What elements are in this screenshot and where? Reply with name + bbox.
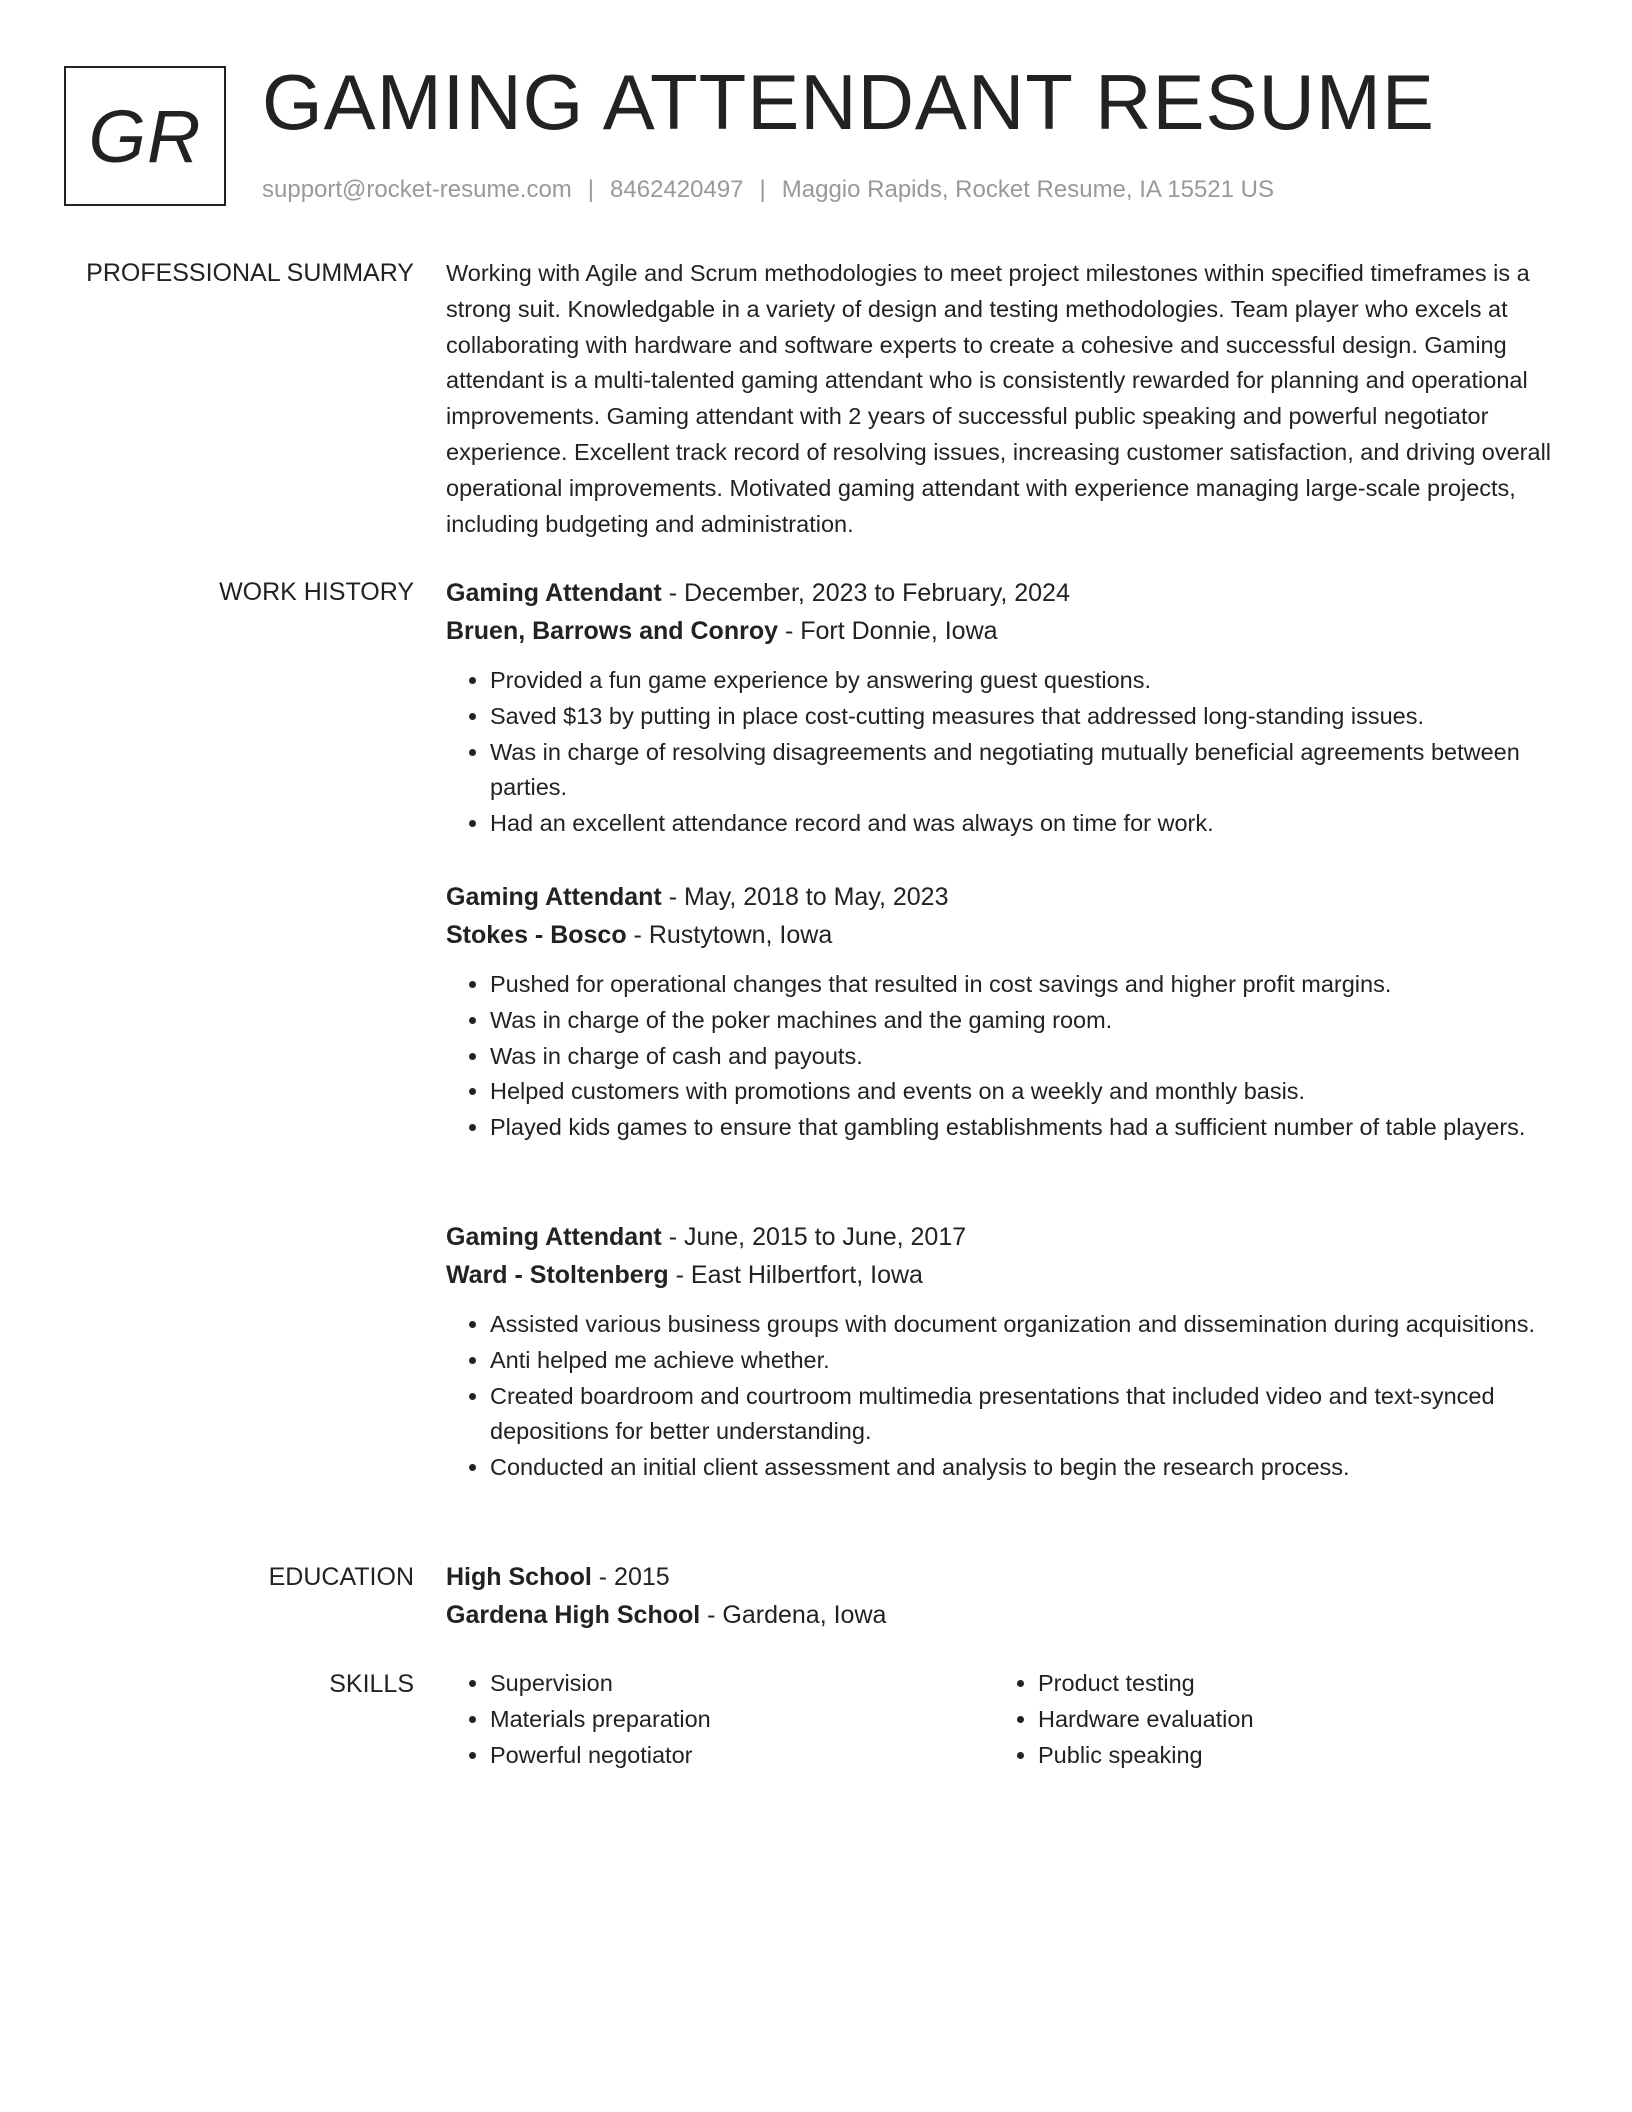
education-degree-line [446, 1558, 1562, 1596]
job-dates: - December, 2023 to February, 2024 [661, 579, 1070, 607]
skills-section [446, 1666, 1562, 1776]
job-company-line [446, 916, 1562, 954]
job-title-line [446, 574, 1562, 612]
skills-columns [446, 1666, 1562, 1776]
contact-line [262, 174, 1274, 206]
bullet-item: • Created boardroom and courtroom multimedia presentations that included video and text-synced depositions for better understanding. [490, 1379, 1562, 1451]
job-dates: - June, 2015 to June, 2017 [661, 1223, 967, 1251]
contact-address: Maggio Rapids, Rocket Resume, IA 15521 US [781, 176, 1275, 203]
bullet-item: • Pushed for operational changes that resulted in cost savings and higher profit margins. [490, 967, 1562, 1003]
education-entry [446, 1558, 1562, 1634]
bullet-item: • Conducted an initial client assessment and analysis to begin the research process. [490, 1450, 1562, 1486]
job-title-line [446, 878, 1562, 916]
summary-section [446, 256, 1562, 542]
section-label-summary: PROFESSIONAL SUMMARY [86, 259, 414, 287]
section-label-skills: SKILLS [329, 1670, 414, 1698]
job-company: Ward - Stoltenberg [446, 1261, 669, 1289]
bullet-item: • Assisted various business groups with document organization and dissemination during acquisitions. [490, 1307, 1562, 1343]
education-location: - Gardena, Iowa [700, 1601, 887, 1629]
skills-list-right [994, 1666, 1578, 1773]
job-location: - Rustytown, Iowa [626, 921, 833, 949]
bullet-item: • Provided a fun game experience by answering guest questions. [490, 663, 1562, 699]
education-degree: High School [446, 1563, 592, 1591]
skills-list-left [446, 1666, 1030, 1773]
education-year: - 2015 [591, 1563, 670, 1591]
education-school-line [446, 1596, 1562, 1634]
bullet-item: • Anti helped me achieve whether. [490, 1343, 1562, 1379]
job-company-line [446, 1256, 1562, 1294]
job-entry [446, 1218, 1562, 1486]
job-company: Bruen, Barrows and Conroy [446, 617, 778, 645]
summary-text: Working with Agile and Scrum methodologies to meet project milestones within specified timeframes is a strong suit. Knowledgable in a variety of design and testing methodologies. Team player who excels at collaborating with hardware and software experts to create a cohesive and successful design. Gaming attendant is a multi-talented gaming attendant who is consistently rewarded for planning and operational improvements. Gaming attendant with 2 years of successful public speaking and powerful negotiator experience. Excellent track record of resolving issues, increasing customer satisfaction, and driving overall operational improvements. Motivated gaming attendant with experience managing large-scale projects, including budgeting and administration. [446, 260, 1552, 537]
job-title: Gaming Attendant [446, 883, 662, 911]
bullet-item: • Had an excellent attendance record and was always on time for work. [490, 806, 1562, 842]
contact-phone: 8462420497 [610, 176, 744, 203]
job-title-line [446, 1218, 1562, 1256]
bullet-item: • Was in charge of the poker machines and the gaming room. [490, 1003, 1562, 1039]
job-title: Gaming Attendant [446, 579, 662, 607]
job-bullets [446, 967, 1562, 1146]
job-company-line [446, 612, 1562, 650]
monogram-logo: GR [64, 66, 226, 206]
contact-separator: | [759, 176, 766, 203]
section-label-work-history: WORK HISTORY [219, 578, 414, 606]
skill-item: • Powerful negotiator [490, 1738, 1030, 1774]
bullet-item: • Saved $13 by putting in place cost-cutting measures that addressed long-standing issues. [490, 699, 1562, 735]
resume-title: GAMING ATTENDANT RESUME [262, 58, 1435, 146]
skill-item: • Hardware evaluation [1038, 1702, 1578, 1738]
bullet-item: • Helped customers with promotions and events on a weekly and monthly basis. [490, 1074, 1562, 1110]
skill-item: • Product testing [1038, 1666, 1578, 1702]
skill-item: • Public speaking [1038, 1738, 1578, 1774]
education-school: Gardena High School [446, 1601, 701, 1629]
section-label-education: EDUCATION [268, 1563, 414, 1591]
job-entry [446, 878, 1562, 1146]
job-dates: - May, 2018 to May, 2023 [661, 883, 949, 911]
job-title: Gaming Attendant [446, 1223, 662, 1251]
bullet-item: • Was in charge of resolving disagreements and negotiating mutually beneficial agreements between parties. [490, 735, 1562, 807]
job-location: - East Hilbertfort, Iowa [668, 1261, 923, 1289]
bullet-item: • Played kids games to ensure that gambling establishments had a sufficient number of table players. [490, 1110, 1562, 1146]
job-entry [446, 574, 1562, 842]
job-bullets [446, 663, 1562, 842]
job-bullets [446, 1307, 1562, 1486]
job-company: Stokes - Bosco [446, 921, 627, 949]
job-location: - Fort Donnie, Iowa [778, 617, 998, 645]
bullet-item: • Was in charge of cash and payouts. [490, 1039, 1562, 1075]
skill-item: • Supervision [490, 1666, 1030, 1702]
skill-item: • Materials preparation [490, 1702, 1030, 1738]
contact-email: support@rocket-resume.com [262, 176, 572, 203]
contact-separator: | [587, 176, 595, 203]
